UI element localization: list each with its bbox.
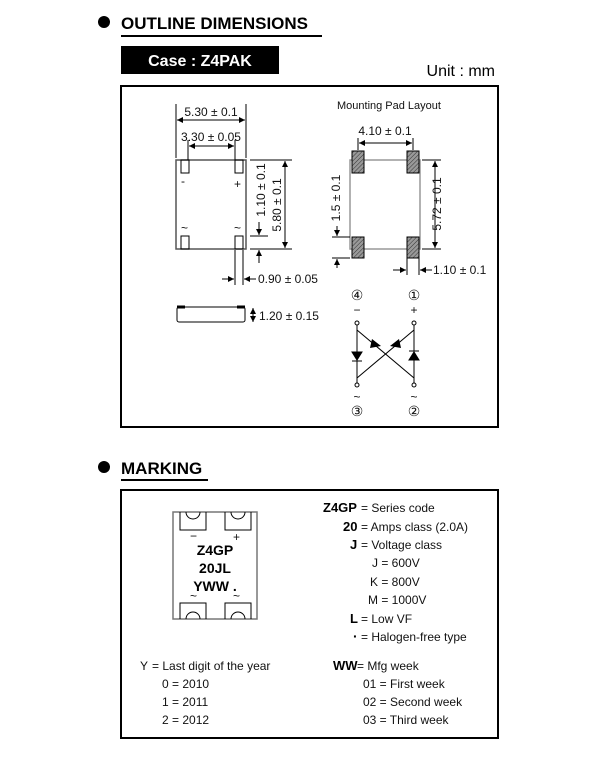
svg-text:~: ~ [181,221,189,235]
svg-text:= Low VF: = Low VF [361,612,413,626]
svg-text:= Last digit of the year: = Last digit of the year [152,659,271,673]
package-side-view [177,307,253,322]
svg-text:1 = 2011: 1 = 2011 [162,695,209,709]
case-label: Case : Z4PAK [148,53,252,70]
pad-pitch: 4.10 ± 0.1 [358,124,412,138]
pad-layout-title: Mounting Pad Layout [337,100,441,112]
marking-heading: MARKING [121,459,203,478]
pin-2-label: ② [407,403,421,419]
svg-text:M = 1000V: M = 1000V [368,593,427,607]
svg-text:= Amps class (2.0A): = Amps class (2.0A) [361,520,469,534]
svg-text:Z4GP: Z4GP [323,500,357,515]
svg-text:= Voltage class: = Voltage class [361,538,443,552]
dim-lead-width: 0.90 ± 0.05 [258,272,318,286]
unit-label: Unit : mm [426,63,495,80]
svg-text:01 = First week: 01 = First week [363,677,445,691]
svg-text:J: J [350,537,358,552]
svg-text:WW: WW [333,658,358,673]
svg-text:0 = 2010: 0 = 2010 [162,677,210,691]
pkg-ac-left: ~ [190,589,198,603]
svg-text:-: - [181,174,185,188]
svg-text:= Halogen-free type: = Halogen-free type [361,630,467,644]
svg-text:02 = Second week: 02 = Second week [363,695,463,709]
dim-width: 5.30 ± 0.1 [184,105,238,119]
outline-heading: OUTLINE DIMENSIONS [121,14,309,33]
pad-width: 1.10 ± 0.1 [433,263,487,277]
outline-frame [121,86,498,427]
svg-text:Y: Y [140,659,149,673]
svg-text:2 = 2012: 2 = 2012 [162,713,210,727]
svg-text:J = 600V: J = 600V [372,556,420,570]
svg-text:~: ~ [234,221,242,235]
bullet-icon [98,16,110,28]
dim-inner-width: 3.30 ± 0.05 [181,130,241,144]
bullet-icon [98,461,110,473]
bridge-circuit-diagram [352,321,419,387]
marking-line-3: YWW . [193,578,237,594]
marking-line-2: 20JL [199,560,231,576]
minus-label: − [353,303,361,317]
dim-lead-length: 1.10 ± 0.1 [254,163,268,217]
pad-length: 1.5 ± 0.1 [329,174,343,222]
pin-3-label: ③ [350,403,364,419]
svg-text:= Series code: = Series code [361,501,435,515]
ac-label-2: ~ [410,390,418,404]
dim-thickness: 1.20 ± 0.15 [259,309,319,323]
pin-1-label: ① [407,287,421,303]
marking-line-1: Z4GP [196,542,234,558]
svg-text:L: L [350,611,358,626]
pkg-ac-right: ~ [233,589,241,603]
dim-height: 5.80 ± 0.1 [270,178,284,232]
svg-text:03 = Third week: 03 = Third week [363,713,449,727]
mounting-pad-drawing [332,138,441,275]
pad-span: 5.72 ± 0.1 [430,177,444,231]
pkg-minus: − [190,529,198,543]
pin-4-label: ④ [350,287,364,303]
pkg-plus: + [233,530,241,544]
svg-text:20: 20 [343,519,358,534]
ac-label-3: ~ [353,390,361,404]
plus-label: + [410,303,418,317]
svg-text:K = 800V: K = 800V [370,575,420,589]
svg-text:+: + [234,177,242,191]
svg-text:= Mfg week: = Mfg week [357,659,419,673]
svg-text:·: · [353,628,358,644]
